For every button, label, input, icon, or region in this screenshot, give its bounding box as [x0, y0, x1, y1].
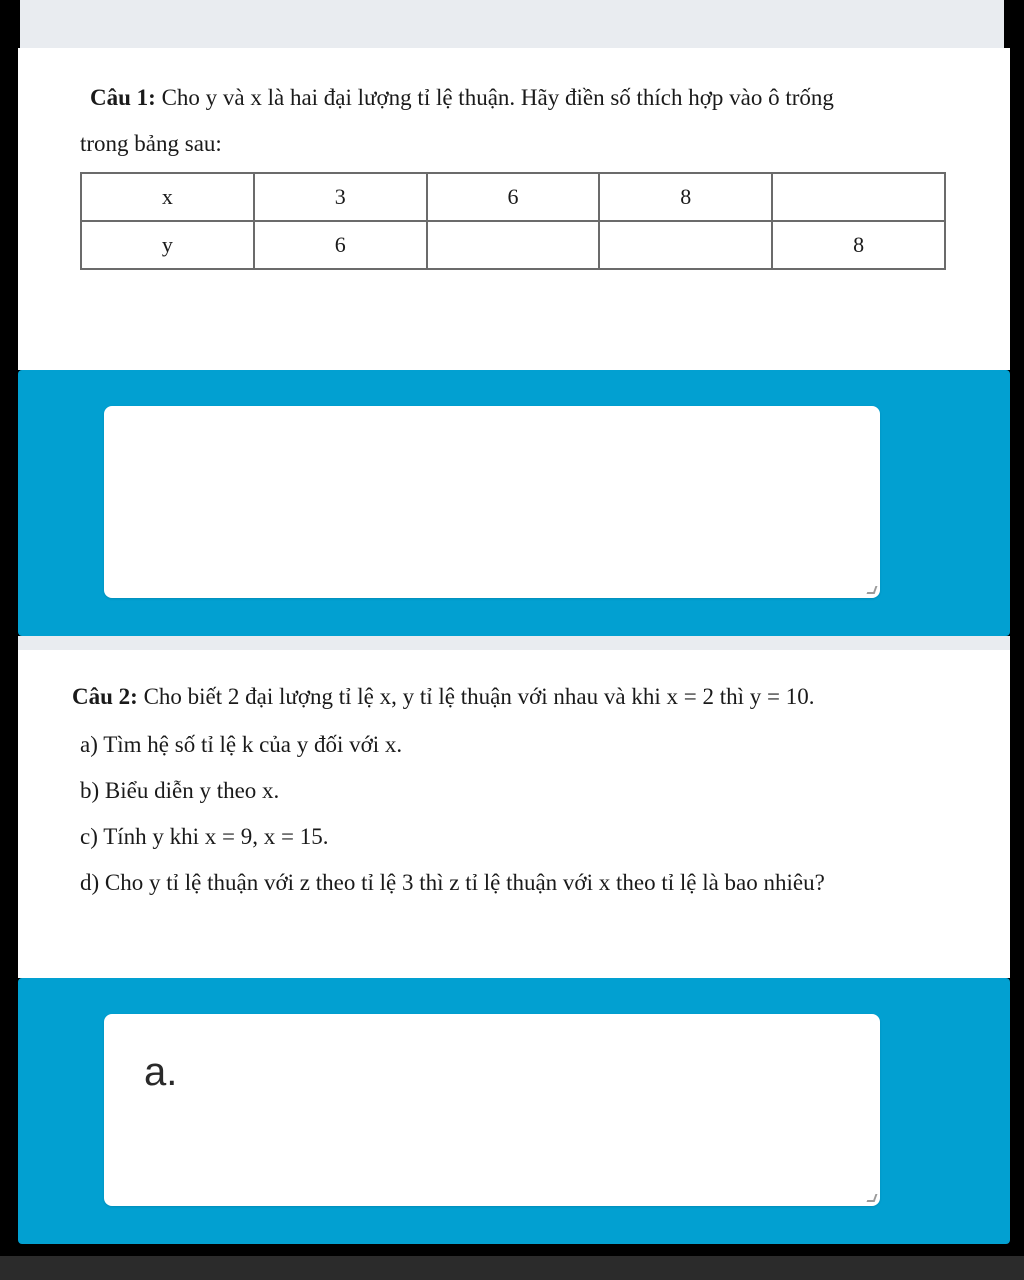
- bottom-bar: [0, 1256, 1024, 1280]
- answer-2-textarea[interactable]: [104, 1014, 880, 1206]
- question-2-text: Cho biết 2 đại lượng tỉ lệ x, y tỉ lệ thuận với nhau và khi x = 2 thì y = 10.: [143, 684, 815, 709]
- table-cell: [427, 221, 600, 269]
- table-cell: 3: [254, 173, 427, 221]
- table-row-y: [81, 221, 945, 269]
- answer-1-textarea[interactable]: [104, 406, 880, 598]
- question-1-line-1: [90, 84, 834, 112]
- resize-grip-icon[interactable]: [867, 1194, 878, 1202]
- divider: [18, 636, 1010, 650]
- answer-1-band: [18, 370, 1010, 636]
- table-cell: [599, 221, 772, 269]
- table-cell: 8: [772, 221, 945, 269]
- question-1-label: Câu 1:: [90, 85, 156, 110]
- answer-2-band: [18, 978, 1010, 1244]
- table-row-x: [81, 173, 945, 221]
- question-1-line-2: trong bảng sau:: [80, 131, 222, 156]
- question-2-part-c: c) Tính y khi x = 9, x = 15.: [80, 824, 329, 849]
- question-1-card: [18, 48, 1010, 370]
- question-2-part-d: d) Cho y tỉ lệ thuận với z theo tỉ lệ 3 thì z tỉ lệ thuận với x theo tỉ lệ là bao nhiêu?: [80, 870, 825, 895]
- question-2-card: [18, 650, 1010, 978]
- table-cell: 6: [427, 173, 600, 221]
- question-2-label: Câu 2:: [72, 684, 138, 709]
- question-2-part-a: a) Tìm hệ số tỉ lệ k của y đối với x.: [80, 732, 403, 757]
- top-bar: [20, 0, 1004, 49]
- answer-2-value: a.: [144, 1050, 178, 1094]
- table-cell: 8: [599, 173, 772, 221]
- table-cell: [772, 173, 945, 221]
- table-cell: y: [81, 221, 254, 269]
- question-2-title: [72, 684, 814, 710]
- question-1-text: Cho y và x là hai đại lượng tỉ lệ thuận. Hãy điền số thích hợp vào ô trống: [161, 85, 834, 110]
- table-cell: 6: [254, 221, 427, 269]
- resize-grip-icon[interactable]: [867, 586, 878, 594]
- question-2-part-b: b) Biểu diễn y theo x.: [80, 778, 280, 803]
- table-cell: x: [81, 173, 254, 221]
- proportion-table: [80, 172, 946, 270]
